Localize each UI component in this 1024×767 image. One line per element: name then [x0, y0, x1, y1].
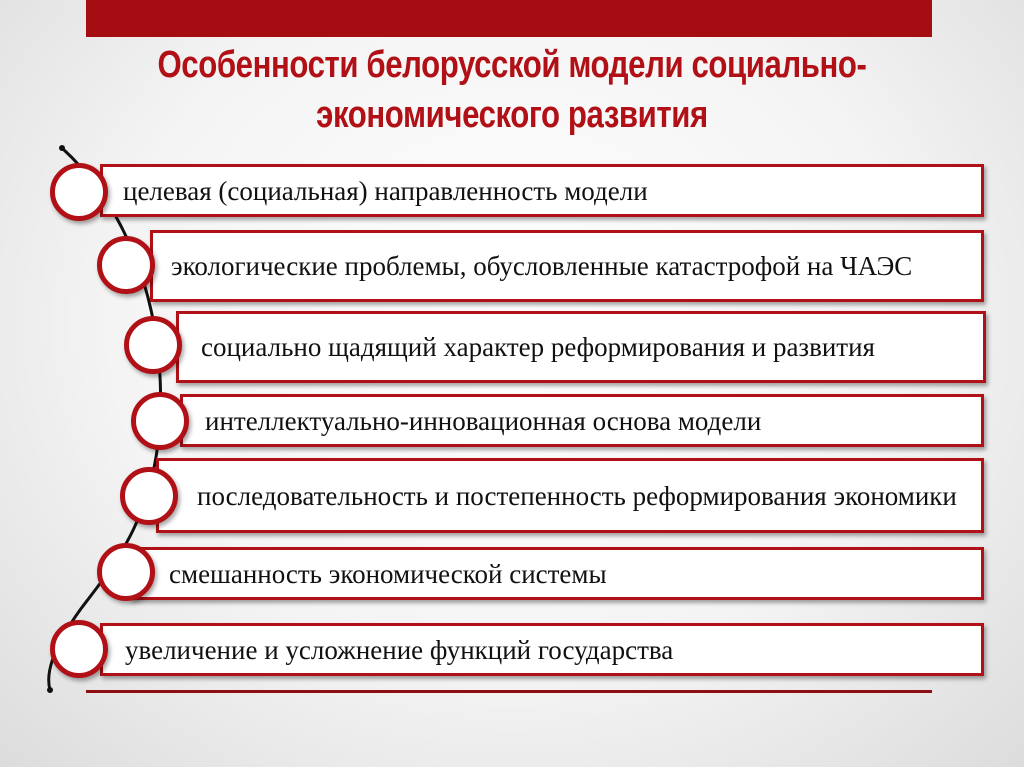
feature-item-3 — [176, 311, 986, 383]
bullet-2-icon — [97, 236, 155, 294]
bullet-5-icon — [120, 467, 178, 525]
feature-item-1 — [100, 164, 984, 217]
bullet-4-icon — [131, 392, 189, 450]
feature-item-5-text: последовательность и постепенность реформирования экономики — [197, 480, 957, 511]
feature-item-6 — [130, 547, 984, 600]
feature-item-7-text: увеличение и усложнение функций государства — [125, 634, 674, 665]
feature-item-4-text: интеллектуально-инновационная основа модели — [205, 405, 762, 436]
bullet-1-icon — [50, 163, 108, 221]
feature-item-1-text: целевая (социальная) направленность модели — [123, 175, 648, 206]
bottom-divider — [86, 690, 932, 693]
feature-item-7 — [100, 623, 984, 676]
title-line-2: экономического развития — [316, 94, 708, 136]
bullet-3-icon — [124, 316, 182, 374]
feature-item-3-text: социально щадящий характер реформирования и развития — [201, 332, 875, 362]
feature-item-6-text: смешанность экономической системы — [169, 558, 607, 589]
feature-item-2 — [150, 230, 984, 302]
feature-item-4 — [180, 394, 984, 447]
bullet-6-icon — [97, 543, 155, 601]
feature-item-5 — [156, 458, 984, 533]
bullet-7-icon — [50, 620, 108, 678]
title-line-1: Особенности белорусской модели социально- — [157, 44, 867, 86]
feature-item-2-text: экологические проблемы, обусловленные катастрофой на ЧАЭС — [171, 251, 913, 281]
